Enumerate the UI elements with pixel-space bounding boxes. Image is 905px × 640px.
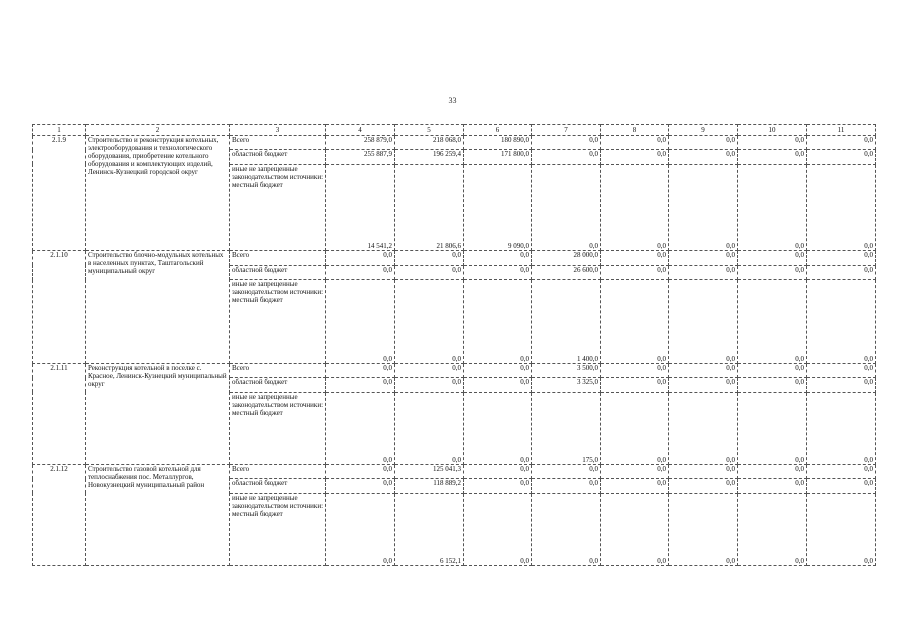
- value-cell: 0,0: [807, 363, 876, 377]
- header-cell: 4: [326, 125, 395, 136]
- value-cell: 0,0: [669, 280, 738, 364]
- value-cell: 0,0: [532, 493, 601, 565]
- value-cell: 0,0: [807, 493, 876, 565]
- value-cell: 0,0: [738, 392, 807, 464]
- value-cell: 0,0: [464, 464, 532, 478]
- value-cell: 0,0: [738, 464, 807, 478]
- value-cell: 0,0: [669, 251, 738, 265]
- value-cell: 0,0: [601, 392, 669, 464]
- value-cell: 21 806,6: [395, 164, 464, 251]
- value-cell: 3 325,0: [532, 378, 601, 392]
- value-cell: 0,0: [464, 363, 532, 377]
- table-row: [33, 251, 876, 265]
- value-cell: 0,0: [738, 493, 807, 565]
- value-cell: 0,0: [669, 378, 738, 392]
- value-cell: 0,0: [601, 363, 669, 377]
- value-cell: 0,0: [326, 378, 395, 392]
- value-cell: 0,0: [738, 164, 807, 251]
- value-cell: 0,0: [532, 164, 601, 251]
- value-cell: 0,0: [601, 280, 669, 364]
- value-cell: 0,0: [601, 164, 669, 251]
- value-cell: 196 259,4: [395, 150, 464, 164]
- value-cell: 0,0: [738, 150, 807, 164]
- value-cell: 0,0: [738, 363, 807, 377]
- header-cell: 7: [532, 125, 601, 136]
- row-label: областной бюджет: [230, 265, 326, 279]
- table-row: [33, 363, 876, 377]
- header-cell: 9: [669, 125, 738, 136]
- value-cell: 14 541,2: [326, 164, 395, 251]
- value-cell: 28 000,0: [532, 251, 601, 265]
- value-cell: 0,0: [464, 378, 532, 392]
- header-cell: 8: [601, 125, 669, 136]
- value-cell: 0,0: [601, 378, 669, 392]
- value-cell: 0,0: [326, 251, 395, 265]
- header-cell: 11: [807, 125, 876, 136]
- row-label: Всего: [230, 251, 326, 265]
- item-code: 2.1.9: [33, 136, 86, 251]
- budget-table: [32, 124, 876, 566]
- value-cell: 0,0: [738, 265, 807, 279]
- value-cell: 258 879,0: [326, 136, 395, 150]
- value-cell: 0,0: [326, 392, 395, 464]
- value-cell: 0,0: [395, 251, 464, 265]
- value-cell: 0,0: [669, 265, 738, 279]
- value-cell: 0,0: [807, 164, 876, 251]
- value-cell: 3 500,0: [532, 363, 601, 377]
- row-label: Всего: [230, 136, 326, 150]
- row-label: Всего: [230, 363, 326, 377]
- value-cell: 0,0: [532, 479, 601, 493]
- value-cell: 0,0: [464, 479, 532, 493]
- value-cell: 0,0: [464, 493, 532, 565]
- value-cell: 0,0: [395, 265, 464, 279]
- header-cell: 6: [464, 125, 532, 136]
- value-cell: 0,0: [738, 479, 807, 493]
- row-label: областной бюджет: [230, 150, 326, 164]
- item-code: 2.1.12: [33, 464, 86, 565]
- value-cell: 0,0: [464, 265, 532, 279]
- header-cell: 3: [230, 125, 326, 136]
- row-label: областной бюджет: [230, 479, 326, 493]
- value-cell: 180 890,0: [464, 136, 532, 150]
- value-cell: 0,0: [395, 392, 464, 464]
- row-label: иные не запрещенные законодательством источники: местный бюджет: [230, 164, 326, 251]
- item-code: 2.1.10: [33, 251, 86, 364]
- value-cell: 218 068,0: [395, 136, 464, 150]
- value-cell: 0,0: [326, 363, 395, 377]
- header-cell: 5: [395, 125, 464, 136]
- value-cell: 0,0: [601, 479, 669, 493]
- value-cell: 0,0: [807, 464, 876, 478]
- value-cell: 0,0: [738, 378, 807, 392]
- value-cell: 0,0: [464, 392, 532, 464]
- value-cell: 0,0: [326, 265, 395, 279]
- value-cell: 0,0: [464, 251, 532, 265]
- header-cell: 2: [86, 125, 230, 136]
- value-cell: 0,0: [669, 136, 738, 150]
- row-label: иные не запрещенные законодательством источники: местный бюджет: [230, 493, 326, 565]
- value-cell: 0,0: [326, 280, 395, 364]
- value-cell: 0,0: [532, 136, 601, 150]
- value-cell: 0,0: [738, 251, 807, 265]
- value-cell: 0,0: [738, 136, 807, 150]
- value-cell: 175,0: [532, 392, 601, 464]
- header-cell: 1: [33, 125, 86, 136]
- value-cell: 0,0: [669, 150, 738, 164]
- row-label: иные не запрещенные законодательством источники: местный бюджет: [230, 392, 326, 464]
- value-cell: 0,0: [395, 378, 464, 392]
- item-name: Реконструкция котельной в поселке с. Красное, Ленинск-Кузнецкий муниципальный округ: [86, 363, 230, 464]
- item-code: 2.1.11: [33, 363, 86, 464]
- value-cell: 0,0: [807, 479, 876, 493]
- item-name: Строительство газовой котельной для теплоснабжения пос. Металлургов, Новокузнецкий муниципальный район: [86, 464, 230, 565]
- value-cell: 0,0: [807, 265, 876, 279]
- value-cell: 118 889,2: [395, 479, 464, 493]
- value-cell: 0,0: [669, 493, 738, 565]
- value-cell: 0,0: [807, 136, 876, 150]
- value-cell: 0,0: [326, 493, 395, 565]
- value-cell: 0,0: [807, 251, 876, 265]
- value-cell: 0,0: [532, 150, 601, 164]
- value-cell: 255 887,9: [326, 150, 395, 164]
- value-cell: 125 041,3: [395, 464, 464, 478]
- value-cell: 0,0: [807, 150, 876, 164]
- value-cell: 1 400,0: [532, 280, 601, 364]
- value-cell: 0,0: [807, 280, 876, 364]
- value-cell: 0,0: [532, 464, 601, 478]
- table-row: [33, 464, 876, 478]
- value-cell: 0,0: [601, 464, 669, 478]
- row-label: Всего: [230, 464, 326, 478]
- value-cell: 0,0: [669, 164, 738, 251]
- value-cell: 0,0: [807, 378, 876, 392]
- value-cell: 0,0: [326, 464, 395, 478]
- value-cell: 0,0: [326, 479, 395, 493]
- value-cell: 0,0: [738, 280, 807, 364]
- value-cell: 0,0: [601, 150, 669, 164]
- value-cell: 0,0: [807, 392, 876, 464]
- value-cell: 0,0: [601, 251, 669, 265]
- value-cell: 0,0: [669, 363, 738, 377]
- value-cell: 0,0: [395, 280, 464, 364]
- value-cell: 26 600,0: [532, 265, 601, 279]
- value-cell: 6 152,1: [395, 493, 464, 565]
- header-row: [33, 125, 876, 136]
- value-cell: 0,0: [601, 136, 669, 150]
- row-label: областной бюджет: [230, 378, 326, 392]
- value-cell: 171 800,0: [464, 150, 532, 164]
- row-label: иные не запрещенные законодательством источники: местный бюджет: [230, 280, 326, 364]
- item-name: Строительство и реконструкция котельных, электрооборудования и технологического оборудования, приобретение котельного оборудования и комплектующих изделий, Ленинск-Кузнецкий городской округ: [86, 136, 230, 251]
- value-cell: 0,0: [601, 265, 669, 279]
- value-cell: 0,0: [669, 479, 738, 493]
- item-name: Строительство блочно-модульных котельных в населенных пунктах, Таштагольский муниципальный округ: [86, 251, 230, 364]
- value-cell: 9 090,0: [464, 164, 532, 251]
- page-number: 33: [448, 96, 457, 105]
- value-cell: 0,0: [395, 363, 464, 377]
- value-cell: 0,0: [601, 493, 669, 565]
- value-cell: 0,0: [669, 464, 738, 478]
- table-row: [33, 136, 876, 150]
- value-cell: 0,0: [464, 280, 532, 364]
- header-cell: 10: [738, 125, 807, 136]
- value-cell: 0,0: [669, 392, 738, 464]
